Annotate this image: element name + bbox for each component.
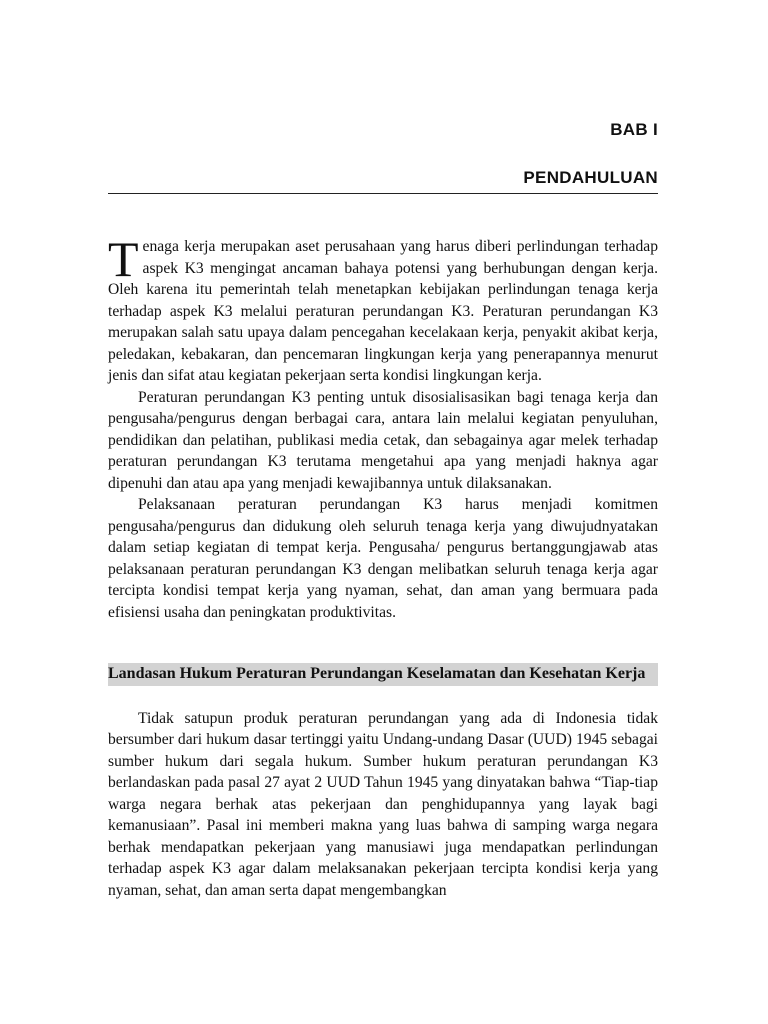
intro-paragraph-1	[108, 231, 658, 387]
section-heading: Landasan Hukum Peraturan Perundangan Keselamatan dan Kesehatan Kerja	[108, 663, 658, 686]
body-text	[108, 231, 658, 901]
intro-paragraph-1-text: enaga kerja merupakan aset perusahaan yang harus diberi perlindungan terhadap aspek K3 mengingat ancaman bahaya potensi yang berhubungan dengan kerja. Oleh karena itu pemerintah telah menetapkan kebijakan perlindungan tenaga kerja terhadap aspek K3 melalui peraturan perundangan K3. Peraturan perundangan K3 merupakan salah satu upaya dalam pencegahan kecelakaan kerja, penyakit akibat kerja, peledakan, kebakaran, dan pencemaran lingkungan kerja yang penerapannya menurut jenis dan sifat atau kegiatan pekerjaan serta kondisi lingkungan kerja.	[108, 238, 658, 384]
chapter-number: BAB I	[610, 120, 658, 139]
intro-paragraph-2: Peraturan perundangan K3 penting untuk disosialisasikan bagi tenaga kerja dan pengusaha/pengurus dengan berbagai cara, antara lain melalui kegiatan penyuluhan, pendidikan dan pelatihan, publikasi media cetak, dan sebagainya agar melek terhadap peraturan perundangan K3 terutama mengetahui apa yang menjadi haknya agar dipenuhi dan atau apa yang menjadi kewajibannya untuk dilaksanakan.	[108, 388, 658, 492]
header-divider	[108, 193, 658, 194]
drop-cap: T	[108, 231, 139, 287]
chapter-title: PENDAHULUAN	[523, 168, 658, 187]
section-paragraph-1: Tidak satupun produk peraturan perundangan yang ada di Indonesia tidak bersumber dari hukum dasar tertinggi yaitu Undang-undang Dasar (UUD) 1945 sebagai sumber hukum dari segala hukum. Sumber hukum peraturan perundangan K3 berlandaskan pada pasal 27 ayat 2 UUD Tahun 1945 yang dinyatakan bahwa “Tiap-tiap warga negara berhak atas pekerjaan dan penghidupannya yang layak bagi kemanusiaan”. Pasal ini memberi makna yang luas bahwa di samping warga negara berhak mendapatkan pekerjaan yang manusiawi juga mendapatkan perlindungan terhadap aspek K3 agar dalam melaksanakan pekerjaan tercipta kondisi kerja yang nyaman, sehat, dan aman serta dapat mengembangkan	[108, 709, 658, 899]
intro-paragraph-3: Pelaksanaan peraturan perundangan K3 harus menjadi komitmen pengusaha/pengurus dan didukung oleh seluruh tenaga kerja yang diwujudnyatakan dalam setiap kegiatan di tempat kerja. Pengusaha/ pengurus bertanggungjawab atas pelaksanaan peraturan perundangan K3 dengan melibatkan seluruh tenaga kerja agar tercipta kondisi tempat kerja yang nyaman, sehat, dan aman yang bermuara pada efisiensi usaha dan peningkatan produktivitas.	[108, 496, 658, 621]
